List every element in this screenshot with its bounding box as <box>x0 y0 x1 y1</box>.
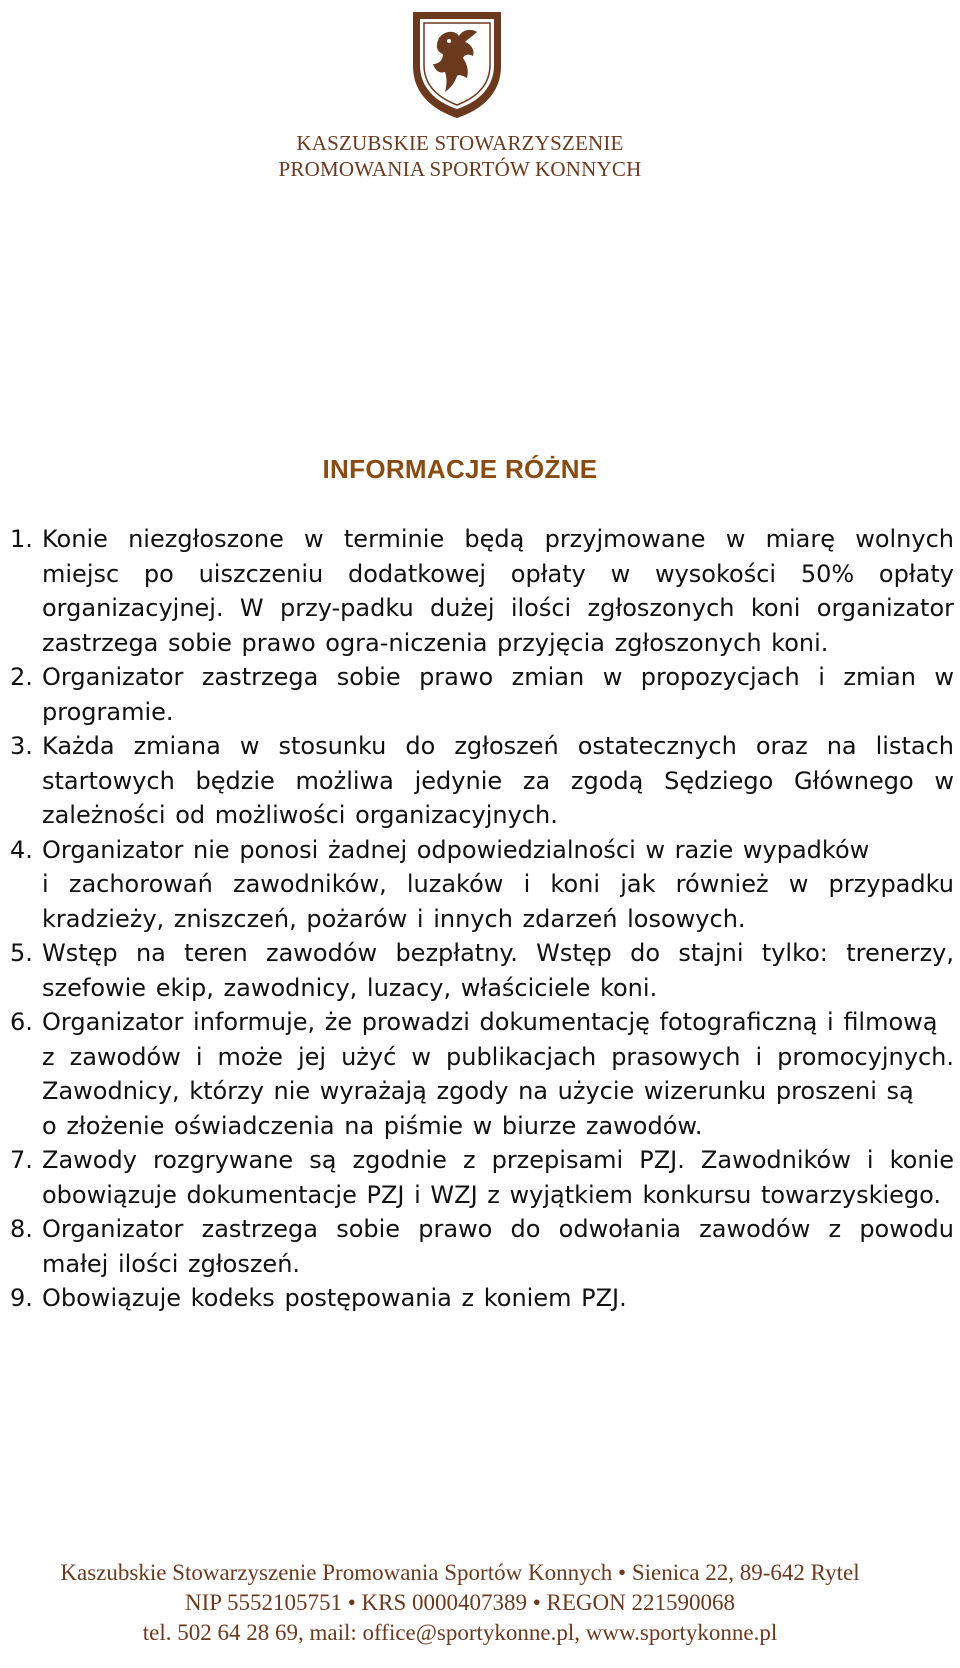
footer-contact-line: tel. 502 64 28 69, mail: office@sportykonne.pl, www.sportykonne.pl <box>142 1620 778 1645</box>
document-footer <box>0 1558 920 1648</box>
item-number: 3. <box>10 732 33 760</box>
item-text: Obowiązuje kodeks postępowania z koniem PZJ. <box>42 1284 627 1312</box>
list-item <box>10 522 954 660</box>
item-number: 4. <box>10 835 33 864</box>
item-text: Organizator zastrzega sobie prawo zmian w propozycjach i zmian w programie. <box>42 663 954 726</box>
item-text: Konie niezgłoszone w terminie będą przyjmowane w miarę wolnych miejsc po uiszczeniu dodatkowej opłaty w wysokości 50% opłaty organizacyjnej. W przy-padku dużej ilości zgłoszonych koni organizator zastrzega sobie prawo ogra-niczenia przyjęcia zgłoszonych koni. <box>42 525 954 657</box>
list-item <box>10 1005 954 1143</box>
item-number: 5. <box>10 939 33 967</box>
item-number: 8. <box>10 1215 33 1243</box>
item-text: Organizator zastrzega sobie prawo do odwołania zawodów z powodu małej ilości zgłoszeń. <box>42 1215 954 1278</box>
item-text <box>42 1005 954 1143</box>
item-text: Wstęp na teren zawodów bezpłatny. Wstęp do stajni tylko: trenerzy, szefowie ekip, zawodnicy, luzacy, właściciele koni. <box>42 939 954 1002</box>
footer-address-line: Kaszubskie Stowarzyszenie Promowania Sportów Konnych • Sienica 22, 89-642 Rytel <box>60 1560 860 1585</box>
list-item <box>10 936 954 1005</box>
information-list <box>10 522 954 1316</box>
item-text-line: z zawodów i może jej użyć w publikacjach prasowych i promocyjnych. Zawodnicy, którzy nie wyrażają zgody na użycie wizerunku proszeni są <box>42 1042 954 1105</box>
list-item <box>10 660 954 729</box>
list-item <box>10 1143 954 1212</box>
page-title: INFORMACJE RÓŻNE <box>322 454 598 484</box>
document-header <box>0 0 960 190</box>
footer-registry-line: NIP 5552105751 • KRS 0000407389 • REGON 221590068 <box>184 1590 736 1615</box>
item-text <box>42 833 954 937</box>
item-text: Każda zmiana w stosunku do zgłoszeń ostatecznych oraz na listach startowych będzie możliwa jedynie za zgodą Sędziego Głównego w zależności od możliwości organizacyjnych. <box>42 732 954 829</box>
item-text-line: i zachorowań zawodników, luzaków i koni jak również w przypadku kradzieży, zniszczeń, pożarów i innych zdarzeń losowych. <box>42 870 954 933</box>
item-number: 7. <box>10 1146 33 1174</box>
item-text-line: Organizator informuje, że prowadzi dokumentację fotograficzną i filmową <box>42 1008 938 1036</box>
list-item <box>10 729 954 833</box>
list-item <box>10 1212 954 1281</box>
item-text-line: o złożenie oświadczenia na piśmie w biurze zawodów. <box>42 1111 703 1140</box>
list-item <box>10 833 954 937</box>
item-number: 1. <box>10 525 33 553</box>
item-number: 2. <box>10 663 33 691</box>
org-name-line-2: PROMOWANIA SPORTÓW KONNYCH <box>278 157 642 181</box>
item-text: Zawody rozgrywane są zgodnie z przepisami PZJ. Zawodników i konie obowiązuje dokumentacje PZJ i WZJ z wyjątkiem konkursu towarzyskiego. <box>42 1146 954 1209</box>
item-text-line: Organizator nie ponosi żadnej odpowiedzialności w razie wypadków <box>42 835 870 864</box>
griffin-shield-icon <box>409 8 505 120</box>
org-name-line-1: KASZUBSKIE STOWARZYSZENIE <box>296 131 624 155</box>
item-number: 6. <box>10 1008 33 1036</box>
item-number: 9. <box>10 1284 33 1312</box>
list-item <box>10 1281 954 1316</box>
